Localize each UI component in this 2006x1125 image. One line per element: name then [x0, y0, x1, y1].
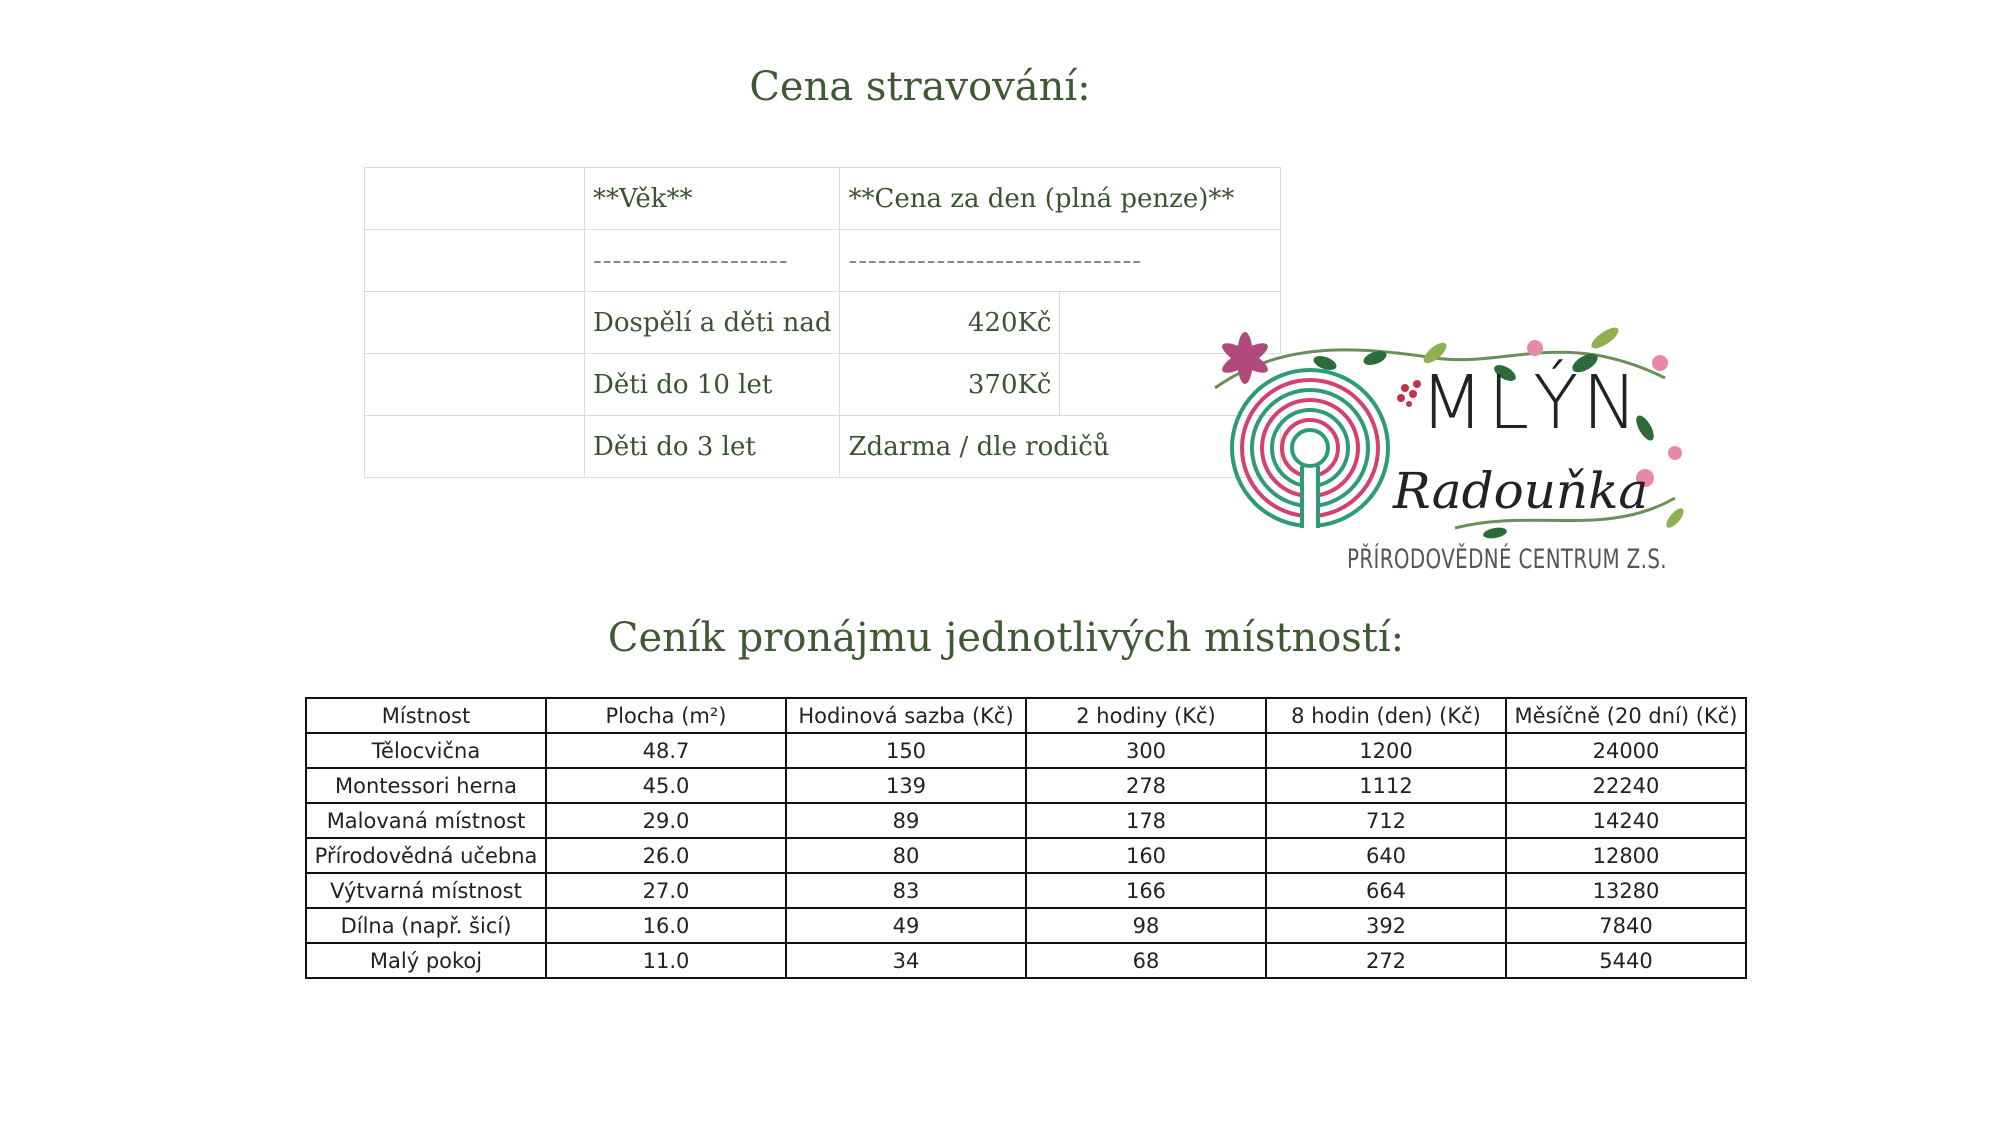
room-price-table [305, 697, 1747, 979]
room-name-cell: Tělocvična [306, 733, 546, 768]
room-name-cell: Malovaná místnost [306, 803, 546, 838]
price-cell: 370Kč [840, 354, 1060, 416]
table-cell [365, 168, 585, 230]
table-cell [365, 416, 585, 478]
column-header: Hodinová sazba (Kč) [786, 698, 1026, 733]
room-value-cell: 300 [1026, 733, 1266, 768]
age-cell: Děti do 10 let [585, 354, 840, 416]
room-value-cell: 68 [1026, 943, 1266, 978]
table-row [306, 873, 1746, 908]
room-value-cell: 83 [786, 873, 1026, 908]
room-value-cell: 22240 [1506, 768, 1746, 803]
room-value-cell: 272 [1266, 943, 1506, 978]
room-value-cell: 11.0 [546, 943, 786, 978]
age-cell: Dospělí a děti nad [585, 292, 840, 354]
room-value-cell: 12800 [1506, 838, 1746, 873]
table-row [365, 416, 1281, 478]
room-value-cell: 16.0 [546, 908, 786, 943]
room-value-cell: 13280 [1506, 873, 1746, 908]
room-value-cell: 45.0 [546, 768, 786, 803]
room-value-cell: 664 [1266, 873, 1506, 908]
room-value-cell: 27.0 [546, 873, 786, 908]
mlyn-radounka-logo [1205, 318, 1783, 583]
room-value-cell: 34 [786, 943, 1026, 978]
room-value-cell: 7840 [1506, 908, 1746, 943]
table-header-row [306, 698, 1746, 733]
room-value-cell: 712 [1266, 803, 1506, 838]
meal-price-table [364, 167, 1281, 478]
age-cell: Děti do 3 let [585, 416, 840, 478]
separator-cell: -------------------- [585, 230, 840, 292]
room-value-cell: 392 [1266, 908, 1506, 943]
room-value-cell: 178 [1026, 803, 1266, 838]
room-value-cell: 640 [1266, 838, 1506, 873]
table-row [306, 768, 1746, 803]
room-name-cell: Montessori herna [306, 768, 546, 803]
logo-sub: Radouňka [1393, 462, 1649, 520]
column-header: 2 hodiny (Kč) [1026, 698, 1266, 733]
room-value-cell: 14240 [1506, 803, 1746, 838]
room-name-cell: Přírodovědná učebna [306, 838, 546, 873]
logo-name: MLÝN [1420, 360, 1642, 446]
room-value-cell: 166 [1026, 873, 1266, 908]
table-cell [365, 292, 585, 354]
table-row [306, 943, 1746, 978]
room-price-title: Ceník pronájmu jednotlivých místností: [607, 615, 1405, 661]
table-row [365, 168, 1281, 230]
column-header: 8 hodin (den) (Kč) [1266, 698, 1506, 733]
room-value-cell: 1200 [1266, 733, 1506, 768]
room-value-cell: 48.7 [546, 733, 786, 768]
separator-cell: ------------------------------ [840, 230, 1281, 292]
room-value-cell: 24000 [1506, 733, 1746, 768]
room-value-cell: 150 [786, 733, 1026, 768]
room-value-cell: 29.0 [546, 803, 786, 838]
room-name-cell: Výtvarná místnost [306, 873, 546, 908]
room-value-cell: 89 [786, 803, 1026, 838]
table-cell [365, 354, 585, 416]
room-value-cell: 278 [1026, 768, 1266, 803]
table-row [365, 292, 1281, 354]
table-cell [365, 230, 585, 292]
table-row [365, 354, 1281, 416]
price-cell: Zdarma / dle rodičů [840, 416, 1281, 478]
meal-price-title: Cena stravování: [749, 64, 1091, 110]
room-value-cell: 80 [786, 838, 1026, 873]
room-value-cell: 26.0 [546, 838, 786, 873]
age-header: **Věk** [585, 168, 840, 230]
price-header: **Cena za den (plná penze)** [840, 168, 1281, 230]
room-name-cell: Malý pokoj [306, 943, 546, 978]
room-value-cell: 160 [1026, 838, 1266, 873]
table-row [306, 733, 1746, 768]
table-row [306, 838, 1746, 873]
table-row [306, 908, 1746, 943]
price-cell: 420Kč [840, 292, 1060, 354]
room-value-cell: 49 [786, 908, 1026, 943]
column-header: Místnost [306, 698, 546, 733]
column-header: Měsíčně (20 dní) (Kč) [1506, 698, 1746, 733]
room-value-cell: 139 [786, 768, 1026, 803]
labyrinth-icon [1232, 370, 1388, 530]
room-value-cell: 1112 [1266, 768, 1506, 803]
room-value-cell: 5440 [1506, 943, 1746, 978]
table-row [365, 230, 1281, 292]
column-header: Plocha (m²) [546, 698, 786, 733]
room-value-cell: 98 [1026, 908, 1266, 943]
room-name-cell: Dílna (např. šicí) [306, 908, 546, 943]
logo-tagline: PŘÍRODOVĚDNÉ CENTRUM Z.S. [1347, 544, 1783, 575]
table-row [306, 803, 1746, 838]
